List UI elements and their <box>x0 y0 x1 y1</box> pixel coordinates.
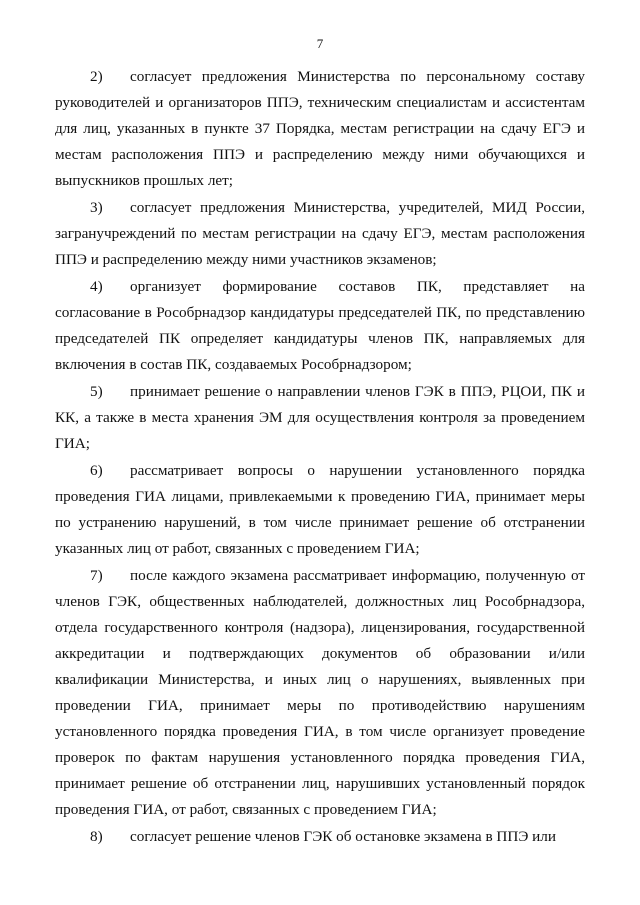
list-item-text: организует формирование составов ПК, представляет на согласование в Рособрнадзор кандидатуры председателей ПК, по представлению председателей ПК определяет кандидатуры членов ПК, направляемых для включения в состав ПК, создаваемых Рособрнадзором; <box>55 278 585 373</box>
list-item-number: 4) <box>90 278 103 295</box>
list-item-text: после каждого экзамена рассматривает информацию, полученную от членов ГЭК, общественных наблюдателей, должностных лиц Рособрнадзора, отдела государственного контроля (надзора), лицензирования, государственной аккредитации и подтверждающих документов об образовании и/или квалификации Министерства, и иных лиц о нарушениях, выявленных при проведении ГИА, принимает меры по противодействию нарушениям установленного порядка проведения ГИА, в том числе организует проведение проверок по фактам нарушения установленного порядка проведения ГИА, принимает решение об отстранении лиц, нарушивших установленный порядок проведения ГИА, от работ, связанных с проведением ГИА; <box>55 567 585 818</box>
list-item-number: 5) <box>90 383 103 400</box>
list-item-text: согласует предложения Министерства, учредителей, МИД России, загранучреждений по местам регистрации на сдачу ЕГЭ, местам расположения ППЭ и распределению между ними участников экзаменов; <box>55 199 585 268</box>
list-item-number: 2) <box>90 68 103 85</box>
list-item <box>55 379 585 457</box>
list-item-text: принимает решение о направлении членов ГЭК в ППЭ, РЦОИ, ПК и КК, а также в места хранения ЭМ для осуществления контроля за проведением ГИА; <box>55 383 585 452</box>
list-item-text: согласует предложения Министерства по персональному составу руководителей и организаторов ППЭ, техническим специалистам и ассистентам для лиц, указанных в пункте 37 Порядка, местам регистрации на сдачу ЕГЭ и местам расположения ППЭ и распределению между ними обучающихся и выпускников прошлых лет; <box>55 68 585 189</box>
list-item <box>55 563 585 823</box>
list-item-number: 7) <box>90 567 103 584</box>
list-item-text: рассматривает вопросы о нарушении установленного порядка проведения ГИА лицами, привлекаемыми к проведению ГИА, принимает меры по устранению нарушений, в том числе принимает решение об отстранении указанных лиц от работ, связанных с проведением ГИА; <box>55 462 585 557</box>
document-body <box>55 64 585 850</box>
list-item <box>55 274 585 378</box>
list-item-number: 6) <box>90 462 103 479</box>
list-item <box>55 195 585 273</box>
list-item <box>55 64 585 194</box>
list-item-text: согласует решение членов ГЭК об остановке экзамена в ППЭ или <box>130 828 557 845</box>
list-item <box>55 824 585 850</box>
list-item-number: 3) <box>90 199 103 216</box>
page-number: 7 <box>316 36 324 51</box>
list-item-number: 8) <box>90 828 103 845</box>
list-item <box>55 458 585 562</box>
